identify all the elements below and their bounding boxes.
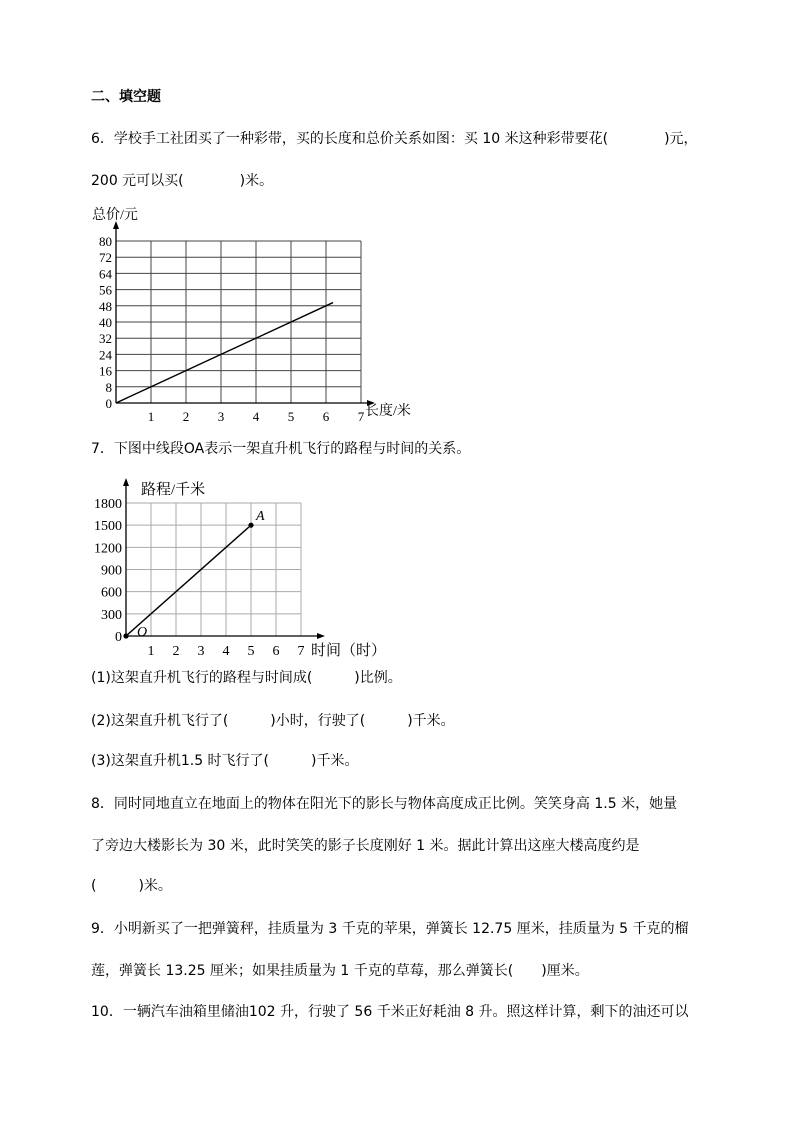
- chart2-y-axis-label: 路程/千米: [141, 482, 206, 498]
- x-tick-label: 4: [222, 644, 230, 659]
- question-7-intro: 7．下图中线段OA表示一架直升机飞行的路程与时间的关系。: [91, 441, 471, 457]
- question-6-line-1: 6．学校手工社团买了一种彩带，买的长度和总价关系如图：买 10 米这种彩带要花( )元，: [91, 131, 698, 147]
- question-6-line-2: 200 元可以买( )米。: [91, 173, 274, 189]
- y-tick-label: 8: [105, 379, 112, 395]
- x-tick-label: 2: [172, 644, 180, 659]
- question-8-line-1: 8．同时同地直立在地面上的物体在阳光下的影长与物体高度成正比例。笑笑身高 1.5 米，她量: [91, 796, 678, 812]
- question-8-line-2: 了旁边大楼影长为 30 米，此时笑笑的影子长度刚好 1 米。据此计算出这座大楼高度约是: [91, 838, 640, 854]
- point-o-label: O: [137, 625, 148, 640]
- x-tick-label: 7: [357, 409, 365, 424]
- question-8-line-3: ( )米。: [91, 878, 172, 894]
- y-tick-label: 0: [105, 396, 112, 411]
- y-tick-label: 40: [99, 315, 112, 330]
- y-tick-label: 24: [99, 347, 112, 363]
- x-tick-label: 1: [147, 409, 155, 424]
- x-tick-label: 6: [272, 644, 280, 659]
- y-tick-label: 1200: [94, 541, 122, 557]
- y-tick-label: 56: [99, 282, 112, 298]
- x-tick-label: 4: [252, 409, 260, 424]
- chart2-x-axis-label: 时间（时）: [311, 643, 387, 659]
- y-tick-label: 1500: [94, 519, 122, 535]
- x-tick-label: 5: [287, 409, 295, 424]
- y-tick-label: 48: [99, 298, 112, 314]
- question-7-sub-3: (3)这架直升机1.5 时飞行了( )千米。: [91, 753, 359, 769]
- point-a-marker: [248, 523, 253, 528]
- x-tick-label: 3: [197, 644, 205, 659]
- chart1-x-axis-label: 长度/米: [365, 404, 411, 419]
- point-o-marker: [123, 633, 128, 638]
- question-10-line-1: 10．一辆汽车油箱里储油102 升，行驶了 56 千米正好耗油 8 升。照这样计算，剩下的油还可以: [91, 1004, 689, 1020]
- question-9-line-2: 莲，弹簧长 13.25 厘米；如果挂质量为 1 千克的草莓，那么弹簧长( )厘米。: [91, 963, 589, 979]
- y-tick-label: 1800: [94, 497, 122, 512]
- distance-time-chart: [85, 475, 387, 665]
- x-tick-label: 6: [322, 409, 330, 424]
- y-tick-label: 16: [99, 363, 112, 379]
- y-tick-label: 0: [115, 630, 122, 645]
- question-7-sub-1: (1)这架直升机飞行的路程与时间成( )比例。: [91, 670, 402, 686]
- x-tick-label: 7: [297, 644, 305, 659]
- chart1-y-axis-label: 总价/元: [92, 208, 138, 223]
- x-tick-label: 1: [147, 644, 155, 659]
- y-tick-label: 900: [101, 563, 122, 579]
- data-line: [116, 303, 333, 403]
- section-title: 二、填空题: [91, 89, 161, 105]
- question-7-sub-2: (2)这架直升机飞行了( )小时，行驶了( )千米。: [91, 713, 455, 729]
- y-tick-label: 64: [99, 266, 112, 282]
- x-axis-arrow: [317, 633, 325, 639]
- y-tick-label: 300: [101, 607, 122, 623]
- x-tick-label: 5: [247, 644, 255, 659]
- y-tick-label: 32: [99, 331, 112, 347]
- y-tick-label: 600: [101, 585, 122, 601]
- question-9-line-1: 9．小明新买了一把弹簧秤，挂质量为 3 千克的苹果，弹簧长 12.75 厘米，挂质量为 5 千克的榴: [91, 921, 689, 937]
- y-tick-label: 72: [99, 250, 112, 266]
- data-line: [126, 525, 251, 636]
- x-tick-label: 2: [182, 409, 190, 424]
- x-tick-label: 3: [217, 409, 225, 424]
- y-tick-label: 80: [99, 234, 112, 249]
- y-axis-arrow: [123, 478, 129, 486]
- price-length-chart: [85, 203, 430, 425]
- point-a-label: A: [256, 509, 265, 524]
